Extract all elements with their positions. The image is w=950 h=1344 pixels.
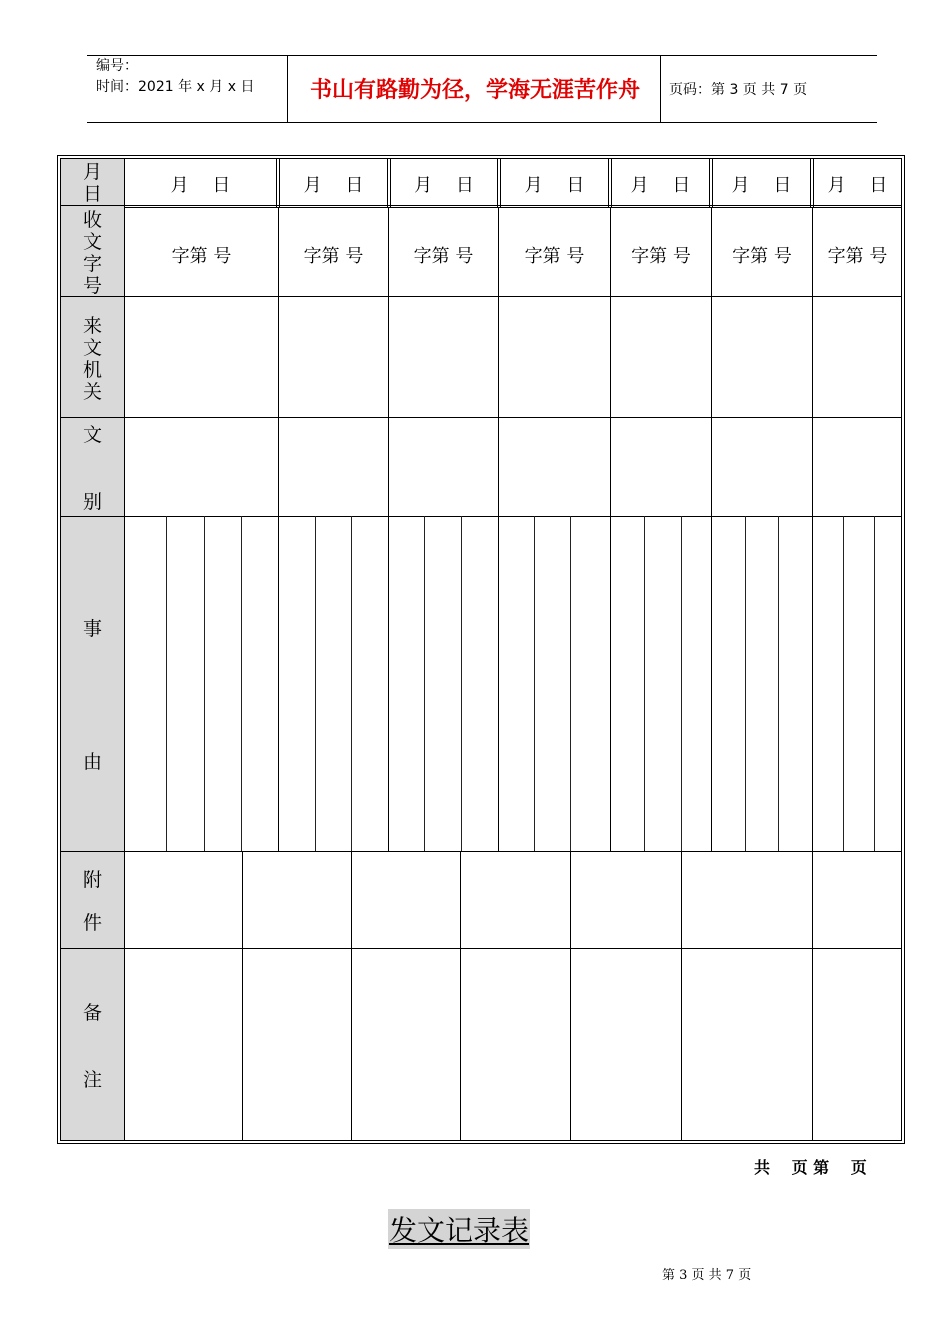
row-line-subject (60, 851, 902, 852)
bottom-column-line (242, 851, 243, 1141)
receipt-number-cell[interactable]: 字第 号 (827, 246, 888, 267)
column-line (711, 207, 712, 851)
subject-subcolumn-line (534, 516, 535, 851)
row-label-remarks-2: 注 (82, 1069, 102, 1091)
subject-subcolumn-line (424, 516, 425, 851)
row-line-number (60, 296, 902, 297)
row-label-subject-1: 事 (82, 618, 102, 640)
subject-subcolumn-line (315, 516, 316, 851)
subject-subcolumn-line (874, 516, 875, 851)
row-label-subject-2: 由 (82, 751, 102, 773)
header-motto: 书山有路勤为径，学海无涯苦作舟 (309, 78, 640, 103)
subject-subcolumn-line (570, 516, 571, 851)
receipt-number-cell[interactable]: 字第 号 (413, 246, 474, 267)
date-cell[interactable]: 月 日 (303, 175, 364, 196)
column-line (812, 207, 813, 851)
row-line-date-double (124, 207, 902, 208)
subject-subcolumn-line (843, 516, 844, 851)
time-label: 时间：2021 年 x 月 x 日 (96, 79, 255, 95)
date-vline (276, 158, 277, 207)
date-vline (387, 158, 388, 207)
bottom-column-line (570, 851, 571, 1141)
subject-subcolumn-line (351, 516, 352, 851)
row-label-sender: 来 文 机 关 (82, 315, 102, 403)
row-label-date: 月 日 (82, 161, 102, 205)
document-title: 发文记录表 (388, 1209, 530, 1249)
subject-subcolumn-line (166, 516, 167, 851)
row-line-sender (60, 417, 902, 418)
receipt-number-cell[interactable]: 字第 号 (303, 246, 364, 267)
column-line (278, 207, 279, 851)
table-inner-border (60, 158, 902, 1141)
serial-label: 编号： (96, 58, 138, 74)
footer-page-info: 第 3 页 共 7 页 (662, 1268, 752, 1283)
date-cell[interactable]: 月 日 (630, 175, 691, 196)
bottom-column-line (460, 851, 461, 1141)
row-label-attachment-2: 件 (82, 912, 102, 934)
column-line (610, 207, 611, 851)
receipt-number-cell[interactable]: 字第 号 (631, 246, 691, 267)
subject-subcolumn-line (778, 516, 779, 851)
label-column-divider (124, 158, 125, 1141)
row-label-receipt-number: 收 文 字 号 (82, 209, 102, 297)
column-line (388, 207, 389, 851)
header-bottom-rule (87, 122, 877, 123)
subject-subcolumn-line (241, 516, 242, 851)
date-vline (810, 158, 811, 207)
receipt-number-cell[interactable]: 字第 号 (524, 246, 585, 267)
row-label-doc-type-1: 文 (82, 424, 102, 446)
row-label-doc-type-2: 别 (82, 491, 102, 513)
bottom-column-line (351, 851, 352, 1141)
date-cell[interactable]: 月 日 (827, 175, 888, 196)
header-page-info: 页码：第 3 页 共 7 页 (669, 82, 808, 98)
page-range: 共 页 第 页 (754, 1158, 867, 1177)
subject-subcolumn-line (681, 516, 682, 851)
row-line-date (60, 205, 902, 206)
date-cell[interactable]: 月 日 (731, 175, 792, 196)
date-cell[interactable]: 月 日 (524, 175, 585, 196)
header-meta (96, 56, 254, 98)
header-divider-left (287, 55, 288, 123)
date-cell[interactable]: 月 日 (170, 175, 231, 196)
receipt-number-cell[interactable]: 字第 号 (732, 246, 792, 267)
subject-subcolumn-line (644, 516, 645, 851)
subject-subcolumn-line (745, 516, 746, 851)
header-divider-right (660, 55, 661, 123)
row-label-attachment-1: 附 (82, 869, 102, 891)
receipt-number-cell[interactable]: 字第 号 (171, 246, 232, 267)
subject-subcolumn-line (204, 516, 205, 851)
date-vline (497, 158, 498, 207)
subject-subcolumn-line (461, 516, 462, 851)
date-vline (608, 158, 609, 207)
row-label-remarks-1: 备 (82, 1002, 102, 1024)
row-line-doctype (60, 516, 902, 517)
column-line (498, 207, 499, 851)
row-line-attachment (60, 948, 902, 949)
bottom-column-line (812, 851, 813, 1141)
date-vline (709, 158, 710, 207)
date-cell[interactable]: 月 日 (414, 175, 474, 196)
bottom-column-line (681, 851, 682, 1141)
